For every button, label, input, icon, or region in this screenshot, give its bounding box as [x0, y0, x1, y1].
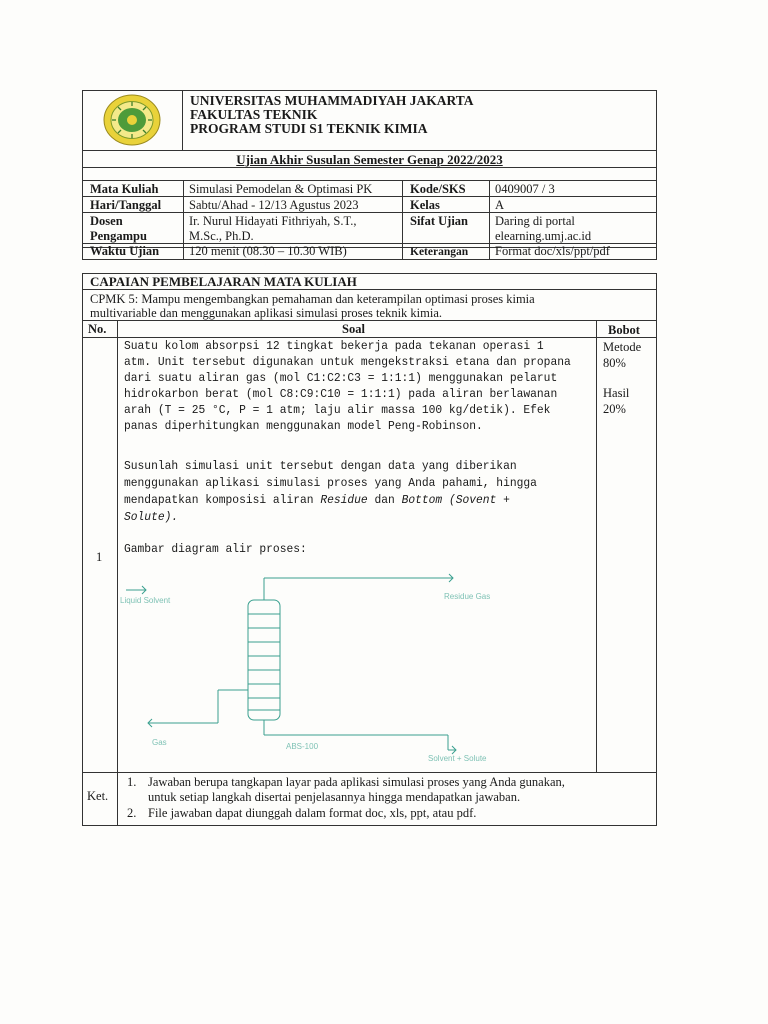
cpmk-heading: CAPAIAN PEMBELAJARAN MATA KULIAH	[90, 274, 357, 289]
university-seal-icon	[102, 94, 162, 146]
label-kelas: Kelas	[410, 198, 440, 212]
question-line: hidrokarbon berat (mol C8:C9:C10 = 1:1:1) pada aliran berlawanan	[124, 387, 558, 401]
gas-inlet-stream	[148, 690, 248, 727]
question-line: arah (T = 25 °C, P = 1 atm; laju alir massa 100 kg/detik). Efek	[124, 403, 551, 417]
question-line: Solute).	[124, 510, 179, 524]
label-keterangan: Keterangan	[410, 246, 469, 258]
question-paragraph-1	[124, 338, 571, 434]
question-line: mendapatkan komposisi aliran Residue dan Bottom (Sovent +	[124, 493, 510, 507]
note-1-line-1: Jawaban berupa tangkapan layar pada aplikasi simulasi proses yang Anda gunakan,	[148, 775, 565, 789]
value-kode-sks: 0409007 / 3	[495, 182, 555, 196]
question-line: Susunlah simulasi unit tersebut dengan data yang diberikan	[124, 459, 517, 473]
value-keterangan: Format doc/xls/ppt/pdf	[495, 244, 610, 258]
bobot-metode-label: Metode	[603, 340, 642, 354]
exam-title: Ujian Akhir Susulan Semester Genap 2022/2023	[236, 152, 503, 167]
value-waktu-ujian: 120 menit (08.30 – 10.30 WIB)	[189, 244, 347, 258]
label-residue-gas: Residue Gas	[444, 592, 491, 601]
question-line: panas diperhitungkan menggunakan model Peng-Robinson.	[124, 419, 483, 433]
value-dosen-1: Ir. Nurul Hidayati Fithriyah, S.T.,	[189, 214, 357, 228]
label-abs-100: ABS-100	[286, 742, 319, 751]
question-line: dari suatu aliran gas (mol C1:C2:C3 = 1:1:1) menggunakan pelarut	[124, 371, 558, 385]
question-paragraph-2	[124, 458, 537, 526]
value-kelas: A	[495, 198, 505, 212]
label-gas: Gas	[152, 738, 167, 747]
note-1-line-2: untuk setiap langkah disertai penjelasannya hingga mendapatkan jawaban.	[148, 790, 521, 804]
column-trays	[248, 614, 280, 710]
cpmk-line-2: multivariable dan menggunakan aplikasi simulasi proses teknik kimia.	[90, 306, 443, 320]
col-bobot: Bobot	[608, 323, 640, 337]
label-dosen-1: Dosen	[90, 214, 123, 228]
process-flow-diagram	[118, 570, 596, 770]
question-line: menggunakan aplikasi simulasi proses yang Anda pahami, hingga	[124, 476, 537, 490]
bobot-metode-value: 80%	[603, 356, 626, 370]
col-no: No.	[88, 322, 107, 336]
label-liquid-solvent: Liquid Solvent	[120, 596, 171, 605]
note-1-number: 1.	[127, 775, 137, 789]
bobot-hasil-value: 20%	[603, 402, 626, 416]
row-number: 1	[96, 550, 103, 564]
label-dosen-2: Pengampu	[90, 229, 147, 243]
faculty-name: FAKULTAS TEKNIK	[190, 107, 318, 122]
liquid-solvent-arrow	[126, 586, 146, 594]
label-solvent-solute: Solvent + Solute	[428, 754, 487, 763]
value-dosen-2: M.Sc., Ph.D.	[189, 229, 254, 243]
question-line: atm. Unit tersebut digunakan untuk mengekstraksi etana dan propana	[124, 355, 571, 369]
residue-gas-stream	[264, 574, 453, 600]
ket-label: Ket.	[87, 789, 109, 803]
university-name: UNIVERSITAS MUHAMMADIYAH JAKARTA	[190, 93, 474, 108]
label-hari-tanggal: Hari/Tanggal	[90, 198, 162, 212]
program-name: PROGRAM STUDI S1 TEKNIK KIMIA	[190, 121, 428, 136]
label-mata-kuliah: Mata Kuliah	[90, 182, 159, 196]
value-mata-kuliah: Simulasi Pemodelan & Optimasi PK	[189, 182, 373, 196]
label-kode-sks: Kode/SKS	[410, 182, 466, 196]
value-sifat-ujian-1: Daring di portal	[495, 214, 575, 228]
absorber-column	[248, 600, 280, 720]
note-2-number: 2.	[127, 806, 137, 820]
label-waktu-ujian: Waktu Ujian	[90, 244, 160, 258]
col-soal: Soal	[342, 322, 365, 336]
question-line: Suatu kolom absorpsi 12 tingkat bekerja pada tekanan operasi 1	[124, 339, 544, 353]
value-sifat-ujian-2: elearning.umj.ac.id	[495, 229, 592, 243]
label-sifat-ujian: Sifat Ujian	[410, 214, 468, 228]
value-hari-tanggal: Sabtu/Ahad - 12/13 Agustus 2023	[189, 198, 359, 212]
bobot-hasil-label: Hasil	[603, 386, 630, 400]
diagram-caption: Gambar diagram alir proses:	[124, 542, 307, 556]
cpmk-line-1: CPMK 5: Mampu mengembangkan pemahaman dan keterampilan optimasi proses kimia	[90, 292, 535, 306]
note-2-line-1: File jawaban dapat diunggah dalam format doc, xls, ppt, atau pdf.	[148, 806, 477, 820]
